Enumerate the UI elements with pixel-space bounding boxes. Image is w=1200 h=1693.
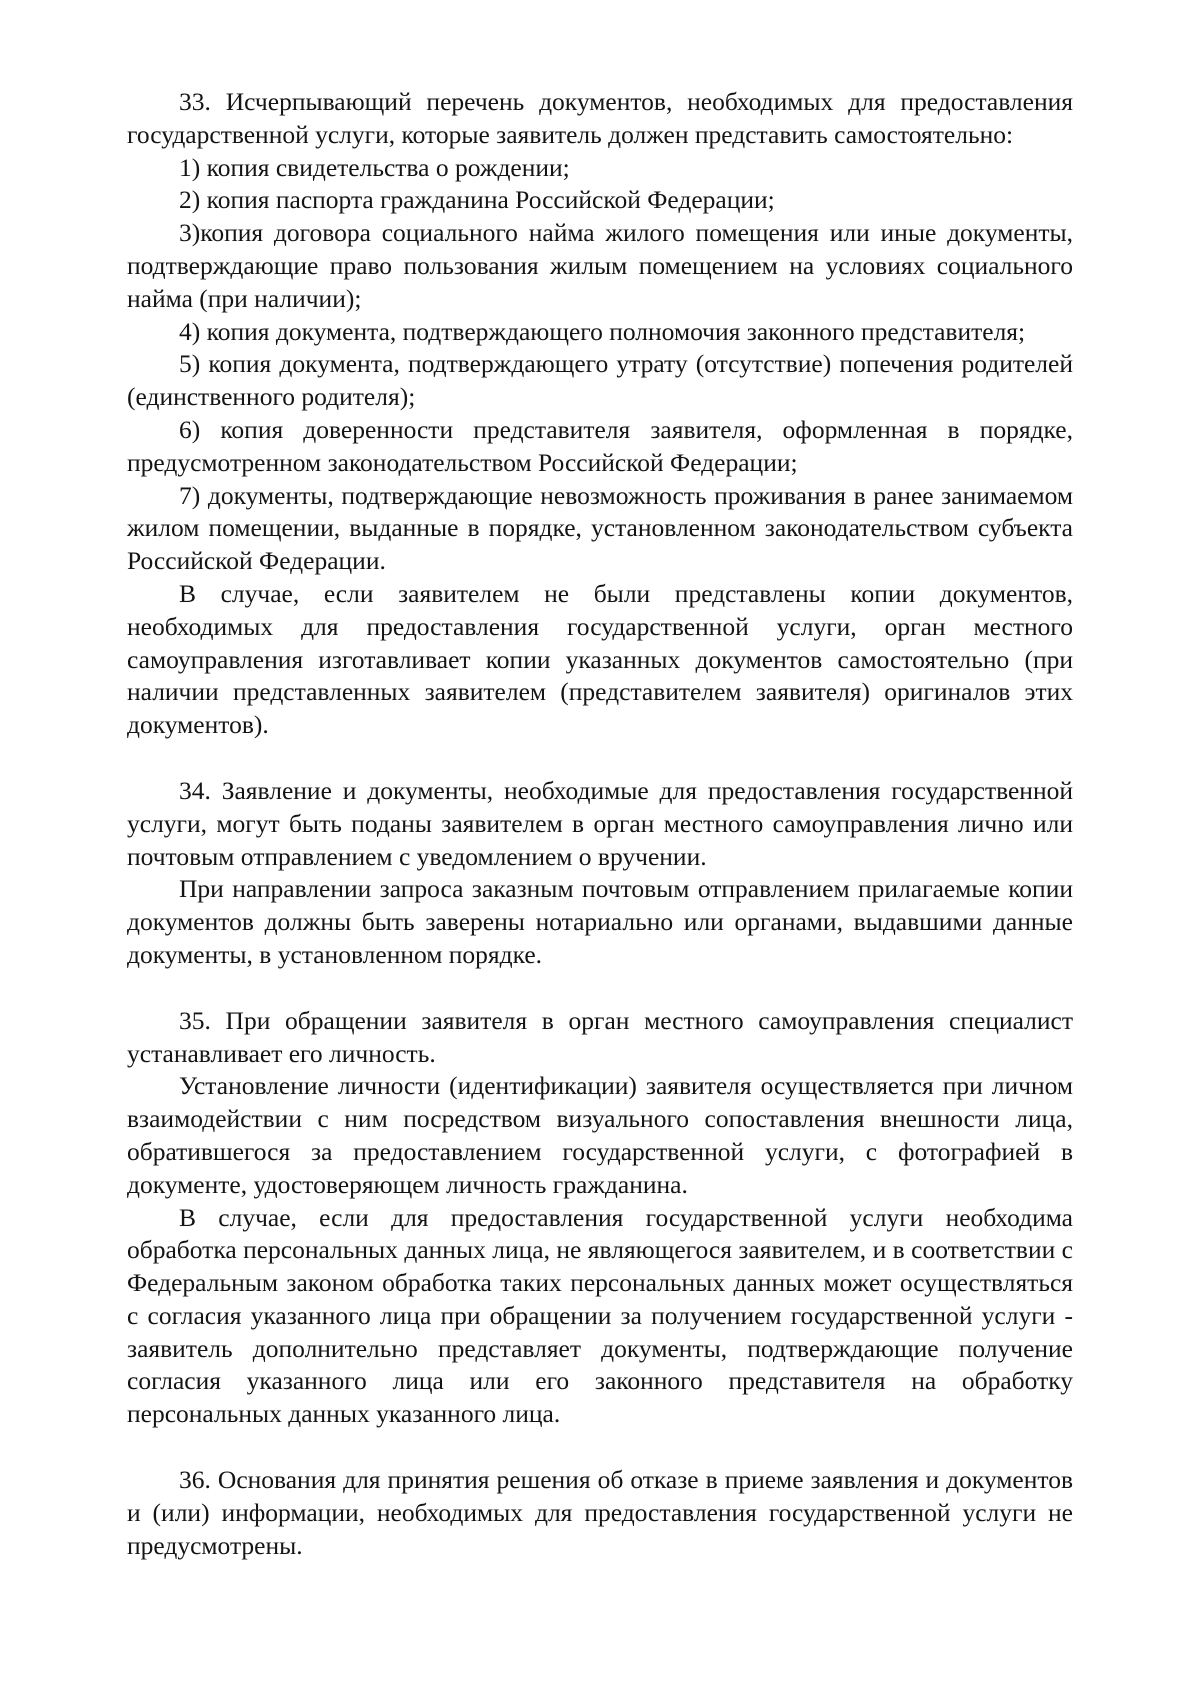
section-34-heading: 34. Заявление и документы, необходимые для предоставления государственной услуги, могут быть поданы заявителем в орган местного самоуправления лично или почтовым отправлением с уведомлением о вручении. — [127, 775, 1073, 871]
section-35-heading: 35. При обращении заявителя в орган местного самоуправления специалист устанавливает его личность. — [127, 1005, 1073, 1068]
list-item: 7) документы, подтверждающие невозможность проживания в ранее занимаемом жилом помещении, выданные в порядке, установленном законодательством субъекта Российской Федерации. — [127, 480, 1073, 576]
list-item: 5) копия документа, подтверждающего утрату (отсутствие) попечения родителей (единственного родителя); — [127, 349, 1073, 412]
section-35-consent: В случае, если для предоставления государственной услуги необходима обработка персональных данных лица, не являющегося заявителем, и в соответствии с Федеральным законом обработка таких персональных данных может осуществляться с согласия указанного лица при обращении за получением государственной услуги - заявитель дополнительно представляет документы, подтверждающие получение согласия указанного лица или его законного представителя на обработку персональных данных указанного лица. — [127, 1202, 1073, 1429]
section-33-note: В случае, если заявителем не были представлены копии документов, необходимых для предоставления государственной услуги, орган местного самоуправления изготавливает копии указанных документов самостоятельно (при наличии представленных заявителем (представителем заявителя) оригиналов этих документов). — [127, 578, 1073, 740]
section-33-heading: 33. Исчерпывающий перечень документов, необходимых для предоставления государственной услуги, которые заявитель должен представить самостоятельно: — [127, 87, 1073, 149]
list-item: 6) копия доверенности представителя заявителя, оформленная в порядке, предусмотренном законодательством Российской Федерации; — [127, 414, 1073, 477]
list-item: 4) копия документа, подтверждающего полномочия законного представителя; — [179, 316, 1026, 346]
list-item: 1) копия свидетельства о рождении; — [179, 152, 570, 182]
section-36-heading: 36. Основания для принятия решения об отказе в приеме заявления и документов и (или) информации, необходимых для предоставления государственной услуги не предусмотрены. — [127, 1465, 1073, 1560]
section-35-identification: Установление личности (идентификации) заявителя осуществляется при личном взаимодействии с ним посредством визуального сопоставления внешности лица, обратившегося за предоставлением государственной услуги, с фотографией в документе, удостоверяющем личность гражданина. — [127, 1071, 1073, 1199]
document-page — [127, 86, 1073, 1562]
list-item: 2) копия паспорта гражданина Российской Федерации; — [179, 185, 775, 215]
section-34-note: При направлении запроса заказным почтовым отправлением прилагаемые копии документов должны быть заверены нотариально или органами, выдавшими данные документы, в установленном порядке. — [127, 874, 1073, 969]
list-item: 3)копия договора социального найма жилого помещения или иные документы, подтверждающие право пользования жилым помещением на условиях социального найма (при наличии); — [127, 218, 1073, 313]
